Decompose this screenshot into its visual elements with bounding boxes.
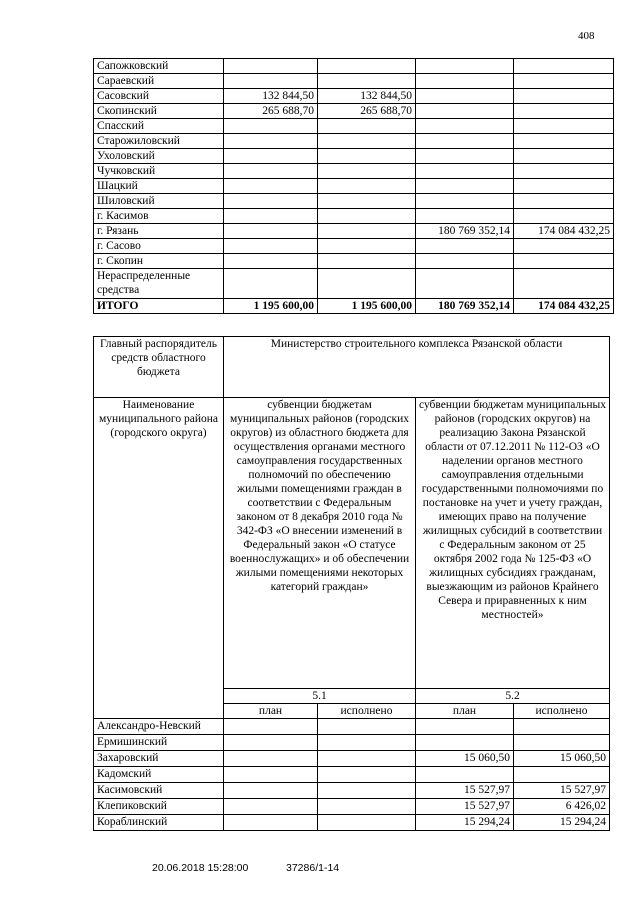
amount-cell (224, 59, 318, 74)
footer-doc-id: 37286/1-14 (286, 862, 340, 874)
amount-cell (318, 815, 416, 831)
amount-cell: 180 769 352,14 (416, 224, 514, 239)
amount-cell (514, 209, 614, 224)
amount-cell (318, 149, 416, 164)
amount-cell (416, 735, 514, 751)
amount-cell (514, 194, 614, 209)
amount-cell: 15 527,97 (514, 783, 610, 799)
amount-cell (416, 269, 514, 299)
municipality-name: Кадомский (94, 767, 224, 783)
amount-cell (318, 719, 416, 735)
amount-cell (224, 767, 318, 783)
municipality-name: Кораблинский (94, 815, 224, 831)
amount-cell: 132 844,50 (318, 89, 416, 104)
municipality-name: Шацкий (94, 179, 224, 194)
amount-cell (224, 735, 318, 751)
header-col-5-2-description: субвенции бюджетам муниципальных районов (городских округов) на реализацию Закона Рязанской области от 07.12.2011 № 112-ОЗ «О наделении органов местного самоуправления отдельными государственными полномочиями по постановке на учет и учету граждан, имеющих право на получение жилищных субсидий в соответствии с Федеральным законом от 25 октября 2002 года № 125-ФЗ «О жилищных субсидиях гражданам, выезжающим из районов Крайнего Севера и приравненных к ним местностей» (416, 398, 610, 689)
amount-cell: 174 084 432,25 (514, 224, 614, 239)
amount-cell (224, 134, 318, 149)
table-row (94, 783, 610, 799)
amount-cell (416, 209, 514, 224)
header-col-5-2-code: 5.2 (416, 689, 610, 704)
amount-cell: 15 294,24 (416, 815, 514, 831)
amount-cell (224, 74, 318, 89)
amount-cell (514, 239, 614, 254)
header-main-manager: Главный распорядитель средств областного бюджета (94, 337, 224, 398)
municipality-name: Нераспределенные средства (94, 269, 224, 299)
amount-cell (416, 194, 514, 209)
amount-cell (318, 119, 416, 134)
amount-cell (224, 269, 318, 299)
amount-cell (514, 254, 614, 269)
amount-cell (514, 164, 614, 179)
municipality-name: Александро-Невский (94, 719, 224, 735)
amount-cell (514, 719, 610, 735)
page-number: 408 (578, 30, 595, 42)
header-plan: план (224, 704, 318, 719)
table-row (94, 735, 610, 751)
municipality-name: Спасский (94, 119, 224, 134)
municipality-name: Захаровский (94, 751, 224, 767)
table-row (94, 179, 614, 194)
header-plan: план (416, 704, 514, 719)
amount-cell (318, 735, 416, 751)
amount-cell (514, 119, 614, 134)
amount-cell (318, 74, 416, 89)
municipality-name: Сапожковский (94, 59, 224, 74)
amount-cell (514, 59, 614, 74)
amount-cell (318, 239, 416, 254)
table-row (94, 239, 614, 254)
amount-cell (224, 209, 318, 224)
amount-cell (318, 254, 416, 269)
table-row (94, 119, 614, 134)
budget-table-bottom (93, 336, 610, 831)
amount-cell (416, 239, 514, 254)
amount-cell (514, 767, 610, 783)
amount-cell (514, 735, 610, 751)
amount-cell (318, 751, 416, 767)
amount-cell (224, 224, 318, 239)
amount-cell (318, 783, 416, 799)
header-col-5-1-description: субвенции бюджетам муниципальных районов (городских округов) из областного бюджета для осуществления органами местного самоуправления государственных полномочий по обеспечению жилыми помещениями граждан в соответствии с Федеральным законом от 8 декабря 2010 года № 342-ФЗ «О внесении изменений в Федеральный закон «О статусе военнослужащих» и об обеспечении жилыми помещениями некоторых категорий граждан» (224, 398, 416, 689)
amount-cell (514, 179, 614, 194)
total-amount: 174 084 432,25 (514, 299, 614, 314)
amount-cell: 15 527,97 (416, 783, 514, 799)
amount-cell (318, 179, 416, 194)
amount-cell: 15 527,97 (416, 799, 514, 815)
amount-cell (416, 104, 514, 119)
table-row (94, 194, 614, 209)
header-executed: исполнено (318, 704, 416, 719)
amount-cell (416, 719, 514, 735)
header-municipality-name: Наименование муниципального района (городского округа) (94, 398, 224, 719)
amount-cell (514, 134, 614, 149)
amount-cell (224, 179, 318, 194)
amount-cell (224, 239, 318, 254)
municipality-name: г. Рязань (94, 224, 224, 239)
amount-cell (318, 134, 416, 149)
total-amount: 180 769 352,14 (416, 299, 514, 314)
table-row (94, 149, 614, 164)
amount-cell (318, 164, 416, 179)
municipality-name: г. Сасово (94, 239, 224, 254)
amount-cell: 15 060,50 (416, 751, 514, 767)
table-row (94, 104, 614, 119)
table-row (94, 164, 614, 179)
amount-cell (224, 815, 318, 831)
amount-cell: 15 060,50 (514, 751, 610, 767)
amount-cell (514, 74, 614, 89)
municipality-name: Сараевский (94, 74, 224, 89)
municipality-name: Старожиловский (94, 134, 224, 149)
amount-cell (416, 149, 514, 164)
amount-cell: 132 844,50 (224, 89, 318, 104)
amount-cell (318, 194, 416, 209)
municipality-name: Чучковский (94, 164, 224, 179)
amount-cell (224, 149, 318, 164)
amount-cell (416, 767, 514, 783)
table-row (94, 815, 610, 831)
amount-cell (224, 719, 318, 735)
amount-cell (318, 209, 416, 224)
table-row (94, 799, 610, 815)
table-row (94, 224, 614, 239)
amount-cell (416, 59, 514, 74)
municipality-name: Ермишинский (94, 735, 224, 751)
amount-cell (416, 179, 514, 194)
header-executed: исполнено (514, 704, 610, 719)
amount-cell (224, 783, 318, 799)
amount-cell (514, 89, 614, 104)
amount-cell (224, 751, 318, 767)
amount-cell (224, 164, 318, 179)
municipality-name: Ухоловский (94, 149, 224, 164)
header-ministry: Министерство строительного комплекса Рязанской области (224, 337, 610, 398)
amount-cell (318, 224, 416, 239)
amount-cell (416, 89, 514, 104)
amount-cell (514, 149, 614, 164)
total-row (94, 299, 614, 314)
total-amount: 1 195 600,00 (224, 299, 318, 314)
amount-cell (224, 254, 318, 269)
municipality-name: Шиловский (94, 194, 224, 209)
municipality-name: г. Касимов (94, 209, 224, 224)
amount-cell (318, 59, 416, 74)
amount-cell (318, 269, 416, 299)
municipality-name: Касимовский (94, 783, 224, 799)
amount-cell (224, 119, 318, 134)
header-col-5-1-code: 5.1 (224, 689, 416, 704)
table-row (94, 751, 610, 767)
table-row (94, 134, 614, 149)
table-row (94, 254, 614, 269)
table-row (94, 269, 614, 299)
amount-cell: 265 688,70 (318, 104, 416, 119)
municipality-name: Скопинский (94, 104, 224, 119)
amount-cell (416, 134, 514, 149)
amount-cell (318, 799, 416, 815)
total-amount: 1 195 600,00 (318, 299, 416, 314)
table-row (94, 719, 610, 735)
amount-cell: 265 688,70 (224, 104, 318, 119)
municipality-name: Сасовский (94, 89, 224, 104)
amount-cell (416, 74, 514, 89)
amount-cell (514, 269, 614, 299)
table-row (94, 767, 610, 783)
amount-cell: 6 426,02 (514, 799, 610, 815)
table-row (94, 209, 614, 224)
footer-datetime: 20.06.2018 15:28:00 (152, 862, 249, 874)
table-row (94, 59, 614, 74)
municipality-name: Клепиковский (94, 799, 224, 815)
amount-cell (416, 119, 514, 134)
amount-cell (224, 194, 318, 209)
total-label: ИТОГО (94, 299, 224, 314)
amount-cell (416, 164, 514, 179)
amount-cell (318, 767, 416, 783)
amount-cell (416, 254, 514, 269)
amount-cell (224, 799, 318, 815)
table-row (94, 89, 614, 104)
amount-cell (514, 104, 614, 119)
budget-table-top (93, 58, 614, 314)
municipality-name: г. Скопин (94, 254, 224, 269)
table-row (94, 74, 614, 89)
amount-cell: 15 294,24 (514, 815, 610, 831)
